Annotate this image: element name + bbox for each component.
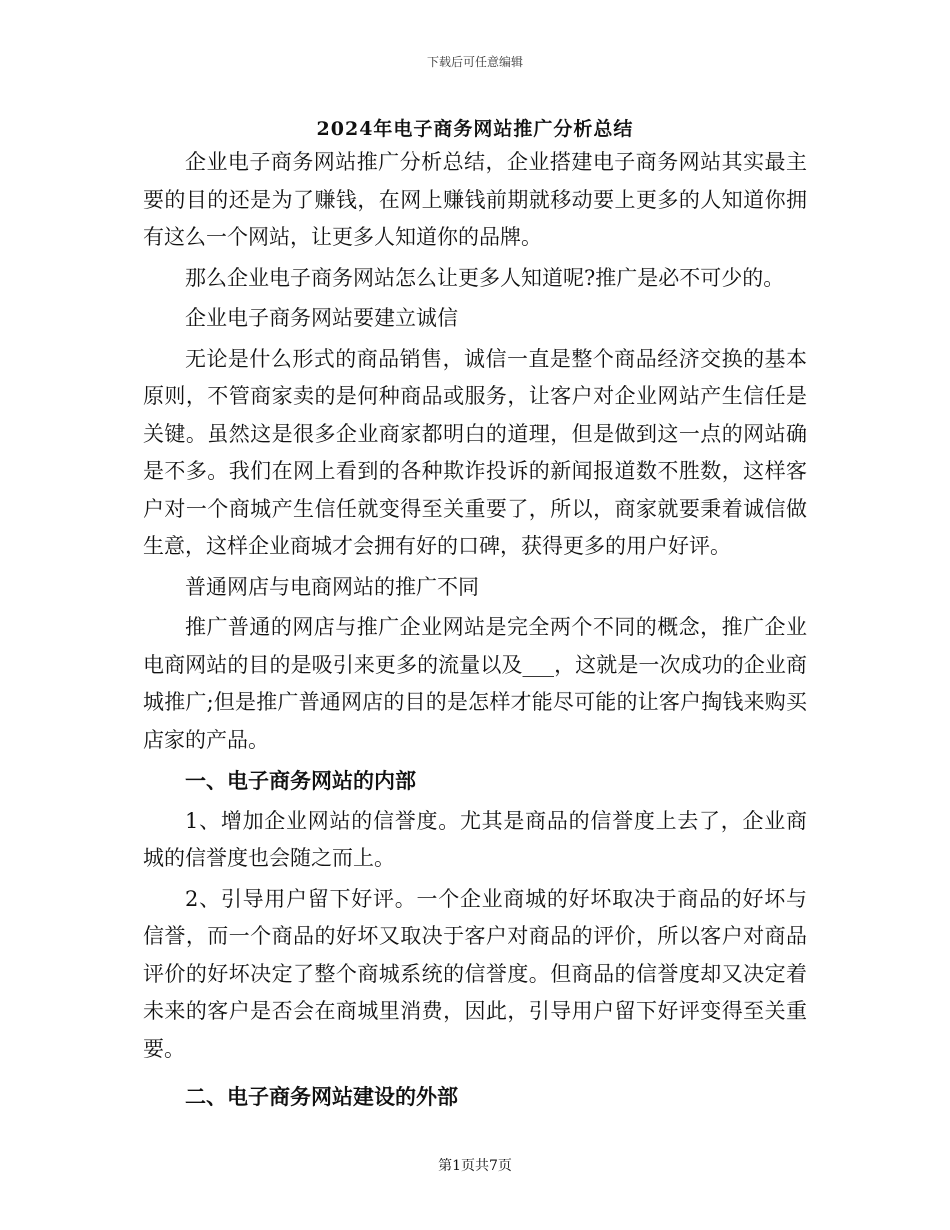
paragraph-intro: 企业电子商务网站推广分析总结，企业搭建电子商务网站其实最主要的目的还是为了赚钱，在网上赚钱前期就移动要上更多的人知道你拥有这么一个网站，让更多人知道你的品牌。 bbox=[143, 150, 807, 249]
paragraph-point-1: 1、增加企业网站的信誉度。尤其是商品的信誉度上去了，企业商城的信誉度也会随之而上。 bbox=[143, 808, 807, 870]
section-heading-external: 二、电子商务网站建设的外部 bbox=[185, 1084, 458, 1109]
page-header-note: 下载后可任意编辑 bbox=[426, 55, 523, 69]
paragraph-integrity: 无论是什么形式的商品销售，诚信一直是整个商品经济交换的基本原则，不管商家卖的是何种商品或服务，让客户对企业网站产生信任是关键。虽然这是很多企业商家都明白的道理，但是做到这一点的网站确是不多。我们在网上看到的各种欺诈投诉的新闻报道数不胜数，这样客户对一个商城产生信任就变得至关重要了，所以，商家就要秉着诚信做生意，这样企业商城才会拥有好的口碑，获得更多的用户好评。 bbox=[143, 346, 807, 558]
page-number: 第1页共7页 bbox=[438, 1158, 512, 1174]
paragraph-question: 那么企业电子商务网站怎么让更多人知道呢?推广是必不可少的。 bbox=[185, 265, 785, 290]
section-heading-internal: 一、电子商务网站的内部 bbox=[185, 768, 416, 793]
paragraph-difference: 推广普通的网店与推广企业网站是完全两个不同的概念，推广企业电商网站的目的是吸引来更多的流量以及___，这就是一次成功的企业商城推广;但是推广普通网店的目的是怎样才能尽可能的让客户掏钱来购买店家的产品。 bbox=[143, 615, 807, 752]
paragraph-point-2: 2、引导用户留下好评。一个企业商城的好坏取决于商品的好坏与信誉，而一个商品的好坏又取决于客户对商品的评价，所以客户对商品评价的好坏决定了整个商城系统的信誉度。但商品的信誉度却又决定着未来的客户是否会在商城里消费，因此，引导用户留下好评变得至关重要。 bbox=[143, 886, 807, 1061]
document-body bbox=[143, 144, 807, 1119]
subheading-integrity: 企业电子商务网站要建立诚信 bbox=[185, 306, 458, 330]
subheading-difference: 普通网店与电商网站的推广不同 bbox=[185, 574, 479, 599]
document-title: 2024年电子商务网站推广分析总结 bbox=[316, 118, 634, 140]
